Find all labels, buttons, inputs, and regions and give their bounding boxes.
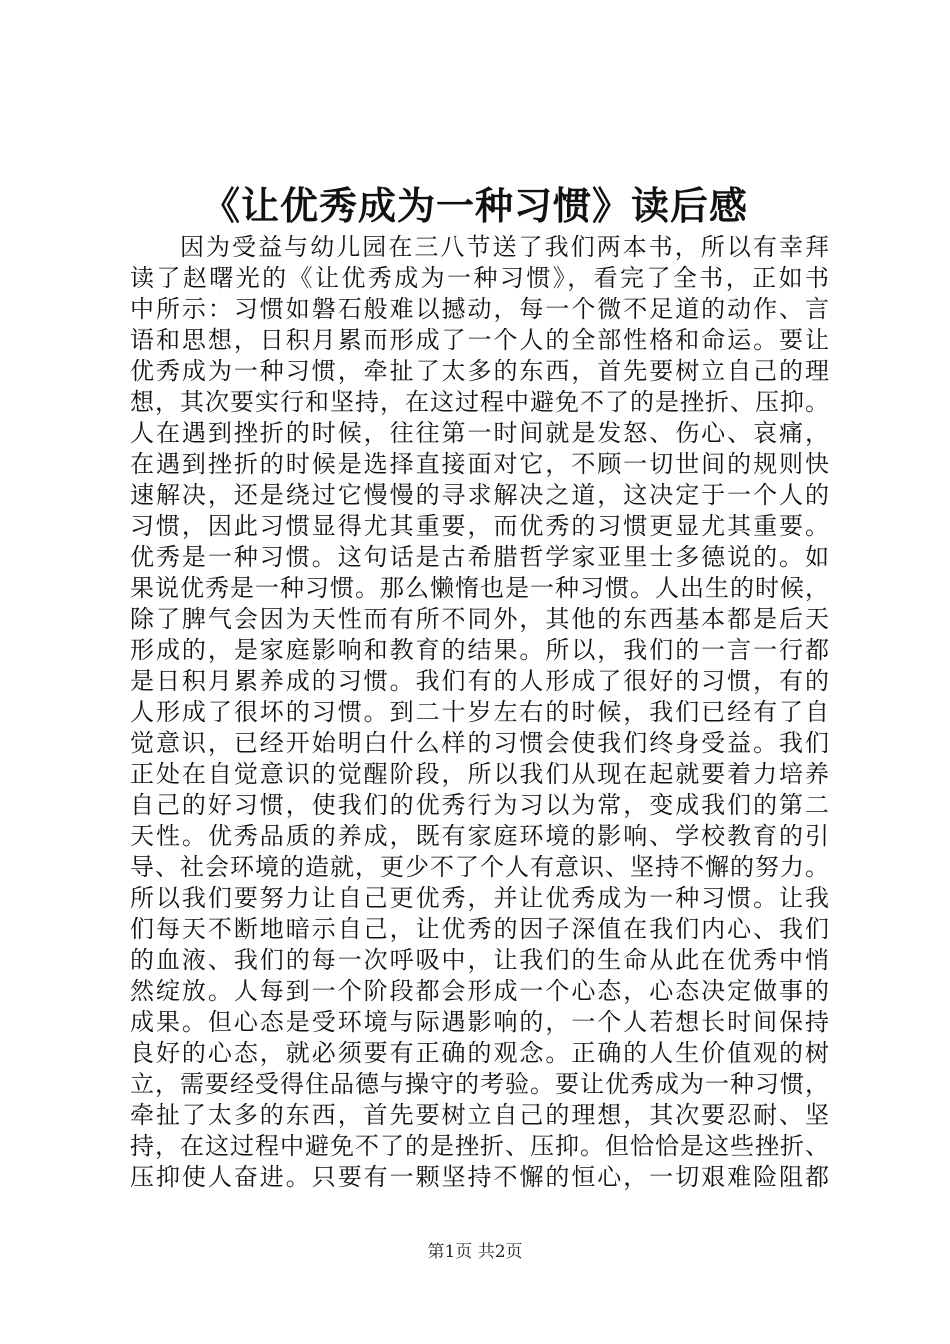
text-line: 在遇到挫折的时候是选择直接面对它，不顾一切世间的规则快 xyxy=(130,450,830,478)
text-line: 习惯，因此习惯显得尤其重要，而优秀的习惯更显尤其重要。 xyxy=(130,512,830,540)
page-title: 《让优秀成为一种习惯》读后感 xyxy=(201,183,748,228)
document-body xyxy=(130,232,830,1193)
text-line: 正处在自觉意识的觉醒阶段，所以我们从现在起就要着力培养 xyxy=(130,760,830,788)
text-line: 人在遇到挫折的时候，往往第一时间就是发怒、伤心、哀痛， xyxy=(130,419,830,447)
text-line: 持，在这过程中避免不了的是挫折、压抑。但恰恰是这些挫折、 xyxy=(130,1132,830,1160)
text-line: 所以我们要努力让自己更优秀，并让优秀成为一种习惯。让我 xyxy=(130,884,830,912)
page-footer: 第1页 共2页 xyxy=(427,1242,523,1262)
text-line: 成果。但心态是受环境与际遇影响的，一个人若想长时间保持 xyxy=(130,1008,830,1036)
text-line: 人形成了很坏的习惯。到二十岁左右的时候，我们已经有了自 xyxy=(130,698,830,726)
text-line: 语和思想，日积月累而形成了一个人的全部性格和命运。要让 xyxy=(130,326,830,354)
text-line: 立，需要经受得住品德与操守的考验。要让优秀成为一种习惯， xyxy=(130,1070,830,1098)
text-line: 因为受益与幼儿园在三八节送了我们两本书，所以有幸拜 xyxy=(180,233,830,261)
text-line: 速解决，还是绕过它慢慢的寻求解决之道，这决定于一个人的 xyxy=(130,481,830,509)
text-line: 除了脾气会因为天性而有所不同外，其他的东西基本都是后天 xyxy=(130,605,830,633)
text-line: 觉意识，已经开始明白什么样的习惯会使我们终身受益。我们 xyxy=(130,729,830,757)
text-line: 的血液、我们的每一次呼吸中，让我们的生命从此在优秀中悄 xyxy=(130,946,830,974)
text-line: 天性。优秀品质的养成，既有家庭环境的影响、学校教育的引 xyxy=(130,822,830,850)
text-line: 形成的，是家庭影响和教育的结果。所以，我们的一言一行都 xyxy=(130,636,830,664)
text-line: 中所示：习惯如磐石般难以撼动，每一个微不足道的动作、言 xyxy=(130,295,830,323)
text-line: 读了赵曙光的《让优秀成为一种习惯》，看完了全书，正如书 xyxy=(130,264,830,292)
text-line: 导、社会环境的造就，更少不了个人有意识、坚持不懈的努力。 xyxy=(130,853,830,881)
text-line: 压抑使人奋进。只要有一颗坚持不懈的恒心，一切艰难险阻都 xyxy=(130,1163,830,1191)
text-line: 优秀是一种习惯。这句话是古希腊哲学家亚里士多德说的。如 xyxy=(130,543,830,571)
text-line: 良好的心态，就必须要有正确的观念。正确的人生价值观的树 xyxy=(130,1039,830,1067)
text-line: 然绽放。人每到一个阶段都会形成一个心态，心态决定做事的 xyxy=(130,977,830,1005)
text-line: 自己的好习惯，使我们的优秀行为习以为常，变成我们的第二 xyxy=(130,791,830,819)
text-line: 们每天不断地暗示自己，让优秀的因子深值在我们内心、我们 xyxy=(130,915,830,943)
text-line: 牵扯了太多的东西，首先要树立自己的理想，其次要忍耐、坚 xyxy=(130,1101,830,1129)
text-line: 想，其次要实行和坚持，在这过程中避免不了的是挫折、压抑。 xyxy=(130,388,830,416)
text-line: 优秀成为一种习惯，牵扯了太多的东西，首先要树立自己的理 xyxy=(130,357,830,385)
text-line: 果说优秀是一种习惯。那么懒惰也是一种习惯。人出生的时候， xyxy=(130,574,830,602)
text-line: 是日积月累养成的习惯。我们有的人形成了很好的习惯，有的 xyxy=(130,667,830,695)
